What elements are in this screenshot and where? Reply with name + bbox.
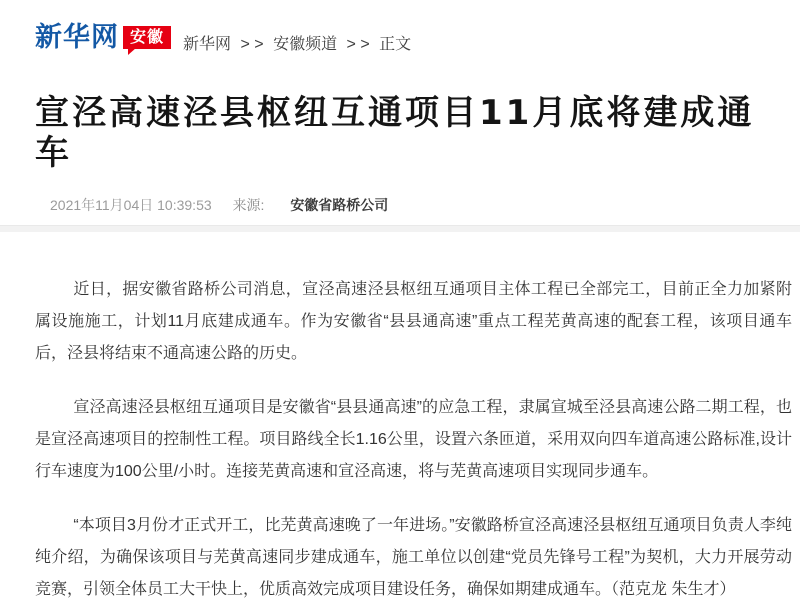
article-paragraph: 宣泾高速泾县枢纽互通项目是安徽省“县县通高速”的应急工程，隶属宣城至泾县高速公路二期工程，也是宣泾高速项目的控制性工程。项目路线全长1.16公里，设置六条匝道，采用双向四车道高速公路标准,设计行车速度为100公里/小时。连接芜黄高速和宣泾高速，将与芜黄高速项目实现同步通车。 <box>35 399 792 480</box>
section-divider <box>0 225 800 232</box>
breadcrumb-item-channel[interactable]: 安徽频道 <box>273 36 338 53</box>
article-paragraph: 近日，据安徽省路桥公司消息，宣泾高速泾县枢纽互通项目主体工程已全部完工，目前正全力加紧附属设施施工，计划11月底建成通车。作为安徽省“县县通高速”重点工程芜黄高速的配套工程，该项目通车后，泾县将结束不通高速公路的历史。 <box>35 281 792 362</box>
article-main <box>0 93 800 606</box>
source-label: 来源: <box>232 197 265 213</box>
article-body <box>35 274 792 606</box>
breadcrumb-item-home[interactable]: 新华网 <box>183 36 232 53</box>
breadcrumb-separator: > > <box>346 36 370 53</box>
article-meta <box>50 195 765 215</box>
article-paragraph: “本项目3月份才正式开工，比芜黄高速晚了一年进场。”安徽路桥宣泾高速泾县枢纽互通项目负责人李纯纯介绍，为确保该项目与芜黄高速同步建成通车，施工单位以创建“党员先锋号工程”为契机，大力开展劳动竞赛，引领全体员工大干快上，优质高效完成项目建设任务，确保如期建成通车。（范克龙 朱生才） <box>35 517 792 598</box>
xinhuanet-logo-text: 新华网 <box>35 22 119 53</box>
source-name: 安徽省路桥公司 <box>290 197 389 213</box>
breadcrumb <box>183 31 411 54</box>
breadcrumb-separator: > > <box>240 36 264 53</box>
anhui-channel-badge: 安徽 <box>123 26 171 49</box>
publish-datetime: 2021年11月04日 10:39:53 <box>50 197 212 213</box>
xinhuanet-logo[interactable] <box>35 24 171 51</box>
site-header <box>0 0 800 70</box>
breadcrumb-item-current: 正文 <box>379 36 412 53</box>
article-title: 宣泾高速泾县枢纽互通项目11月底将建成通车 <box>35 93 755 173</box>
